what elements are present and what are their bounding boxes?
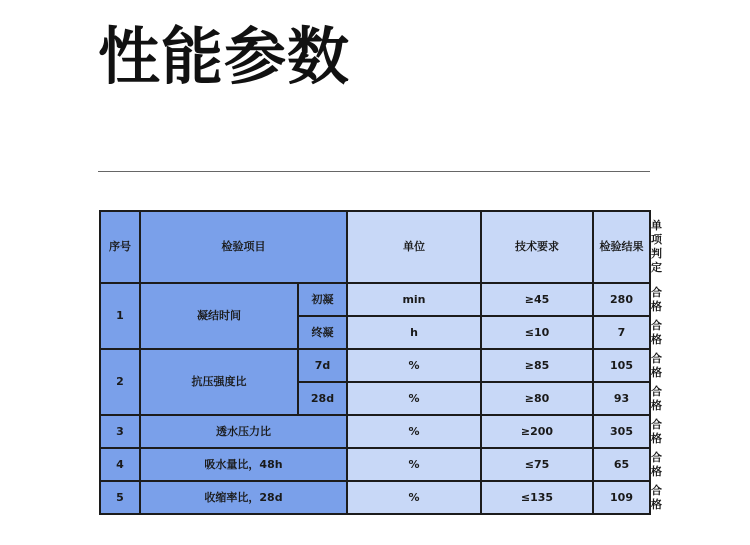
table-row: 4 吸水量比，48h % ≤75 65 合格 — [100, 448, 650, 481]
row-unit: min — [347, 283, 481, 316]
table-row: 5 收缩率比，28d % ≤135 109 合格 — [100, 481, 650, 514]
row-item: 抗压强度比 — [140, 349, 298, 415]
row-requirement: ≥85 — [481, 349, 593, 382]
row-unit: % — [347, 349, 481, 382]
header-item: 检验项目 — [140, 211, 347, 283]
row-result: 7 — [593, 316, 650, 349]
header-result: 检验结果 — [593, 211, 650, 283]
row-sub-item: 7d — [298, 349, 347, 382]
header-seq: 序号 — [100, 211, 140, 283]
table-row: 3 透水压力比 % ≥200 305 合格 — [100, 415, 650, 448]
row-sub-item: 28d — [298, 382, 347, 415]
row-result: 105 — [593, 349, 650, 382]
row-requirement: ≤135 — [481, 481, 593, 514]
row-seq: 4 — [100, 448, 140, 481]
row-requirement: ≤75 — [481, 448, 593, 481]
header-requirement: 技术要求 — [481, 211, 593, 283]
row-seq: 2 — [100, 349, 140, 415]
row-item: 凝结时间 — [140, 283, 298, 349]
row-requirement: ≤10 — [481, 316, 593, 349]
row-requirement: ≥80 — [481, 382, 593, 415]
row-unit: % — [347, 415, 481, 448]
row-unit: % — [347, 382, 481, 415]
table-row: 1 凝结时间 初凝 min ≥45 280 合格 — [100, 283, 650, 316]
row-item: 透水压力比 — [140, 415, 347, 448]
row-sub-item: 初凝 — [298, 283, 347, 316]
page-title: 性能参数 — [98, 20, 351, 93]
header-unit: 单位 — [347, 211, 481, 283]
table-row: 终凝 h ≤10 7 合格 — [100, 316, 650, 349]
table-row: 28d % ≥80 93 合格 — [100, 382, 650, 415]
row-unit: h — [347, 316, 481, 349]
row-requirement: ≥45 — [481, 283, 593, 316]
title-divider — [98, 171, 650, 172]
row-item: 收缩率比，28d — [140, 481, 347, 514]
performance-spec-table — [99, 210, 662, 515]
row-result: 109 — [593, 481, 650, 514]
row-seq: 1 — [100, 283, 140, 349]
row-unit: % — [347, 448, 481, 481]
row-unit: % — [347, 481, 481, 514]
row-seq: 5 — [100, 481, 140, 514]
table-header-row: 序号 检验项目 单位 技术要求 检验结果 单项 判定 — [100, 211, 650, 283]
row-sub-item: 终凝 — [298, 316, 347, 349]
row-item: 吸水量比，48h — [140, 448, 347, 481]
row-result: 65 — [593, 448, 650, 481]
table-row: 2 抗压强度比 7d % ≥85 105 合格 — [100, 349, 650, 382]
row-result: 280 — [593, 283, 650, 316]
row-result: 93 — [593, 382, 650, 415]
row-requirement: ≥200 — [481, 415, 593, 448]
row-seq: 3 — [100, 415, 140, 448]
row-result: 305 — [593, 415, 650, 448]
